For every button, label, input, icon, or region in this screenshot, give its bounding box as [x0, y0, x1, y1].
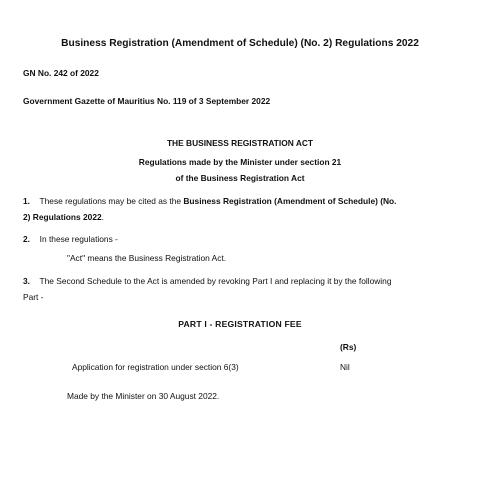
- made-by-statement: Made by the Minister on 30 August 2022.: [67, 391, 220, 401]
- section-1-number: 1.: [23, 196, 30, 206]
- section-1-citation-part1: Business Registration (Amendment of Schedule) (No.: [183, 196, 397, 206]
- subheading-line-1: Regulations made by the Minister under section 21: [138, 157, 342, 167]
- section-2-text: In these regulations -: [39, 234, 118, 244]
- schedule-row-value: Nil: [340, 362, 350, 372]
- schedule-title: PART I - REGISTRATION FEE: [178, 319, 302, 329]
- gn-number: GN No. 242 of 2022: [23, 68, 99, 78]
- section-1-citation-part2: 2) Regulations 2022: [23, 212, 102, 222]
- act-heading: THE BUSINESS REGISTRATION ACT: [166, 138, 314, 148]
- section-1-text-pre: These regulations may be cited as the: [39, 196, 184, 206]
- section-3-text-line1: The Second Schedule to the Act is amended by revoking Part I and replacing it by the following: [39, 276, 392, 286]
- section-3-text-line2: Part -: [23, 292, 44, 302]
- schedule-row-label: Application for registration under section 6(3): [72, 362, 239, 372]
- subheading-line-2: of the Business Registration Act: [175, 173, 305, 183]
- section-3-number: 3.: [23, 276, 30, 286]
- section-2-number: 2.: [23, 234, 30, 244]
- document-title: Business Registration (Amendment of Schedule) (No. 2) Regulations 2022: [61, 38, 419, 49]
- gazette-reference: Government Gazette of Mauritius No. 119 of 3 September 2022: [23, 96, 271, 106]
- section-1-text-post: .: [101, 212, 104, 222]
- schedule-column-header: (Rs): [340, 342, 357, 352]
- section-2-definition: "Act" means the Business Registration Act.: [67, 253, 227, 263]
